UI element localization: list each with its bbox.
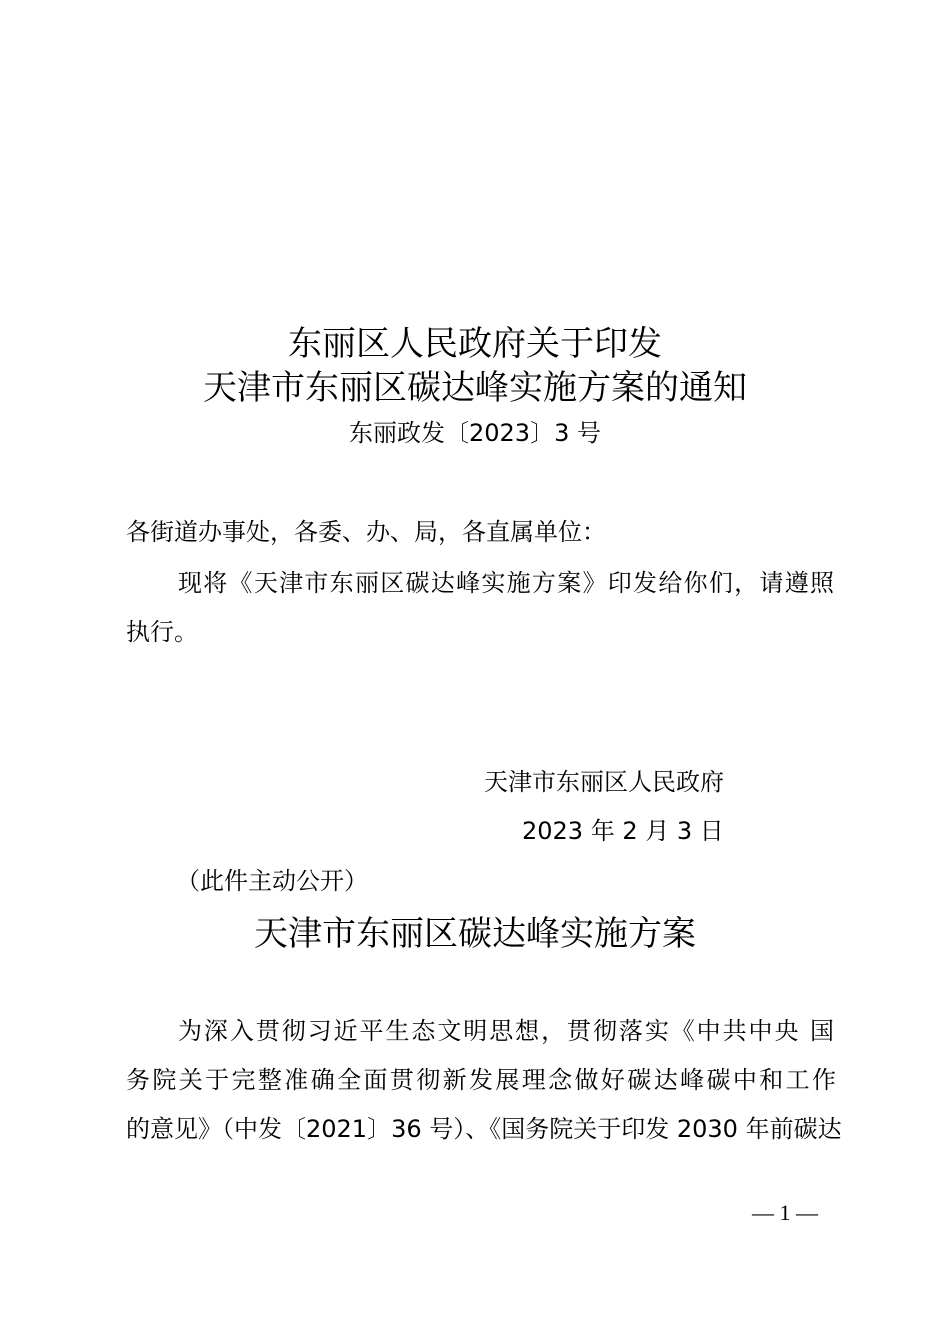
plan-paragraph-line-2: 务院关于完整准确全面贯彻新发展理念做好碳达峰碳中和工作	[126, 1066, 836, 1094]
plan-paragraph-line-3: 的意见》（中发〔2021〕36 号）、《国务院关于印发 2030 年前碳达	[126, 1115, 842, 1143]
notice-title-line-1: 东丽区人民政府关于印发	[288, 324, 662, 364]
notice-body-line-2: 执行。	[126, 618, 198, 646]
disclosure-note: （此件主动公开）	[176, 867, 368, 895]
plan-title: 天津市东丽区碳达峰实施方案	[254, 914, 696, 954]
notice-title-line-2: 天津市东丽区碳达峰实施方案的通知	[203, 368, 747, 408]
issuer-signature: 天津市东丽区人民政府	[484, 768, 724, 796]
notice-body-line-1: 现将《天津市东丽区碳达峰实施方案》印发给你们，请遵照	[178, 569, 834, 597]
plan-paragraph-line-1: 为深入贯彻习近平生态文明思想，贯彻落实《中共中央 国	[178, 1017, 834, 1045]
document-number: 东丽政发〔2023〕3 号	[349, 419, 601, 447]
issue-date: 2023 年 2 月 3 日	[522, 817, 724, 845]
page-number: — 1 —	[752, 1200, 818, 1225]
addressee-line: 各街道办事处，各委、办、局，各直属单位：	[126, 518, 606, 546]
